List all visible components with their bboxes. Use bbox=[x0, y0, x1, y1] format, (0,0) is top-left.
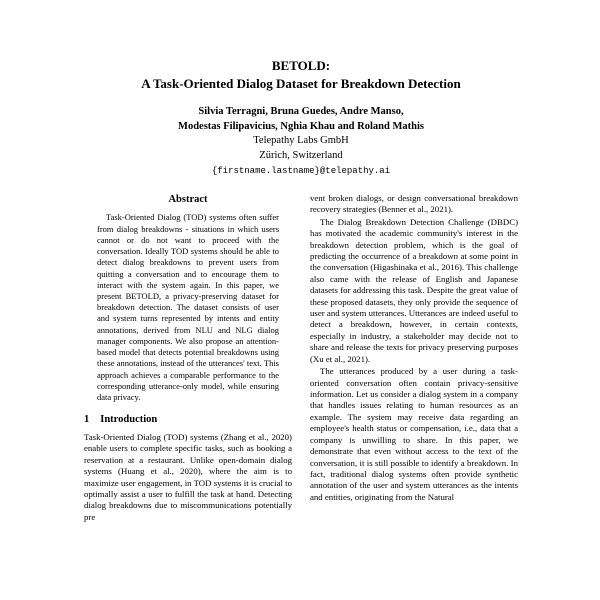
authors-line-1: Silvia Terragni, Bruna Guedes, Andre Manso, bbox=[198, 106, 404, 118]
abstract-text: Task-Oriented Dialog (TOD) systems often suffer from dialog breakdowns - situations in which users cannot or do not want to proceed with the conversation. Ideally TOD systems should be able to detect dialog breakdowns to prevent users from quitting a conversation and to encourage them to interact with the system again. In this paper, we present BETOLD, a privacy-preserving dataset for breakdown detection. The dataset consists of user and system turns represented by intents and entity annotations, derived from NLU and NLG dialog manager components. We also propose an attention-based model that detects potential breakdowns using these annotations, instead of the utterances' text. This approach achieves a comparable performance to the corresponding utterance-only model, while ensuring data privacy. bbox=[97, 212, 279, 402]
introduction-heading bbox=[84, 413, 292, 427]
author-list bbox=[84, 105, 518, 134]
contact-email: {firstname.lastname}@telepathy.ai bbox=[211, 165, 391, 176]
affiliation: Telepathy Labs GmbH bbox=[253, 135, 349, 147]
affiliation-location: Zürich, Switzerland bbox=[259, 149, 343, 161]
introduction-paragraph: Task-Oriented Dialog (TOD) systems (Zhang et al., 2020) enable users to complete specific tasks, such as booking a reservation at a restaurant. Unlike open-domain dialog systems (Huang et al., 2020), where the aim is to maximize user engagement, in TOD systems it is crucial to optimally assist a user to fulfill the task at hand. Detecting dialog breakdowns due to miscommunications potentially pre bbox=[84, 431, 292, 522]
body-paragraph: The utterances produced by a user during a task-oriented conversation often contain privacy-sensitive information. Let us consider a dialog system in a company that handles issues relating to human resources as an example. The system may receive data regarding an employee's health status or compensation, i.e., data that a company is unwilling to share. In this paper, we demonstrate that even without access to the text of the conversation, it is still possible to identify a breakdown. In fact, traditional dialog systems often provide synthetic annotation of the user and system utterances as the intents and entities, originating from the Natural bbox=[310, 366, 518, 502]
title-line-1: BETOLD: bbox=[271, 58, 331, 73]
abstract-section bbox=[84, 193, 292, 403]
paper-title bbox=[84, 57, 518, 92]
abstract-heading: Abstract bbox=[168, 193, 208, 205]
section-number: 1 bbox=[84, 414, 90, 426]
left-column bbox=[84, 193, 292, 523]
body-paragraph: The Dialog Breakdown Detection Challenge (DBDC) has motivated the academic community's interest in the breakdown detection problem, which is the goal of predicting the occurrence of a breakdown at some point in the conversation (Higashinaka et al., 2016). This challenge also came with the release of English and Japanese datasets for addressing this task. Despite the great value of these proposed datasets, they only provide the sequence of user and system utterances. Utterances are indeed useful to detect a breakdown, however, in certain contexts, especially in industry, a stakeholder may decide not to share and release the texts for privacy preserving purposes (Xu et al., 2021). bbox=[310, 216, 518, 364]
title-line-2: A Task-Oriented Dialog Dataset for Breakdown Detection bbox=[141, 75, 461, 91]
introduction-section bbox=[84, 413, 292, 523]
two-column-body bbox=[84, 193, 518, 523]
body-paragraph: vent broken dialogs, or design conversational breakdown recovery strategies (Benner et al., 2021). bbox=[310, 192, 518, 215]
abstract-body bbox=[97, 212, 279, 403]
right-column bbox=[310, 193, 518, 523]
paper-header bbox=[84, 57, 518, 176]
authors-line-2: Modestas Filipavicius, Nghia Khau and Roland Mathis bbox=[178, 120, 424, 132]
section-title: Introduction bbox=[100, 414, 158, 426]
